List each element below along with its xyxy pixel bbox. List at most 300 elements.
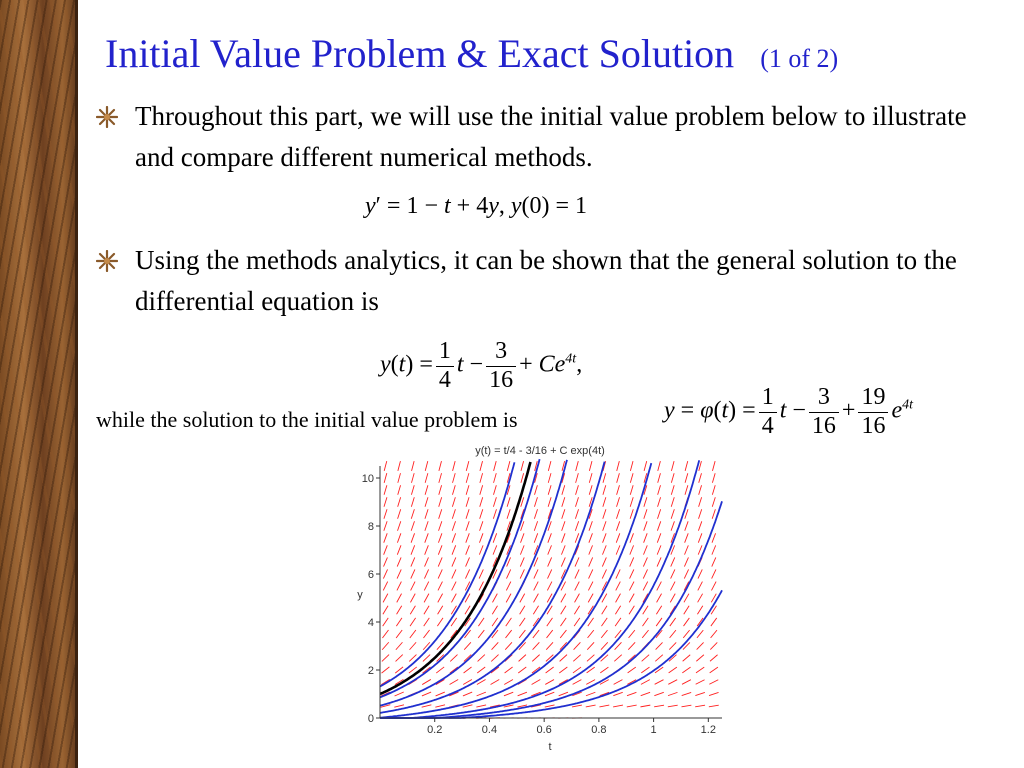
slope-mark (466, 533, 469, 542)
slope-mark (397, 594, 402, 603)
slope-mark (671, 461, 674, 471)
slope-mark (695, 705, 705, 707)
bullet-1 (96, 96, 996, 178)
slope-mark (709, 680, 718, 685)
slope-mark (394, 705, 404, 707)
gen-t2: t (456, 351, 464, 378)
slope-mark (628, 642, 635, 649)
slope-mark (562, 521, 565, 530)
slope-mark (438, 533, 441, 542)
slope-mark (629, 582, 634, 591)
slope-mark (696, 680, 705, 685)
slope-mark (699, 509, 702, 518)
slope-mark (712, 557, 716, 566)
slope-mark (451, 594, 456, 603)
par-plus: + (841, 397, 856, 424)
slope-mark (668, 692, 677, 695)
slope-mark (615, 618, 621, 626)
slope-mark (644, 521, 647, 530)
slope-mark (452, 557, 456, 566)
slope-mark (435, 705, 445, 707)
slope-mark (382, 667, 390, 673)
slope-mark (506, 618, 512, 626)
slope-mark (600, 667, 608, 673)
slope-mark (397, 545, 401, 554)
slope-mark (712, 569, 716, 578)
par-open: ( (713, 397, 722, 424)
slope-mark (466, 509, 469, 518)
slope-mark (629, 630, 635, 638)
slope-mark (684, 618, 690, 626)
slope-mark (439, 473, 442, 483)
slope-mark (480, 497, 483, 507)
slope-mark (397, 569, 401, 578)
slope-mark (422, 705, 432, 707)
y-tick-label: 4 (367, 617, 374, 629)
slope-mark (699, 497, 702, 507)
par-y: y (664, 397, 675, 424)
slope-mark (627, 705, 637, 707)
slope-mark (425, 545, 429, 554)
slope-mark (466, 461, 469, 471)
slope-mark (466, 497, 469, 507)
slope-mark (603, 509, 606, 518)
slope-mark (395, 692, 404, 696)
par-frac-3-num: 19 (858, 384, 888, 413)
slope-mark (518, 667, 526, 673)
slope-mark (452, 545, 456, 554)
slope-mark (588, 594, 593, 603)
slope-mark (712, 533, 716, 542)
title-part: (1 of 2) (760, 44, 839, 73)
par-t: t (721, 397, 729, 424)
slope-mark (562, 485, 565, 495)
slope-mark (576, 461, 579, 471)
slope-mark (685, 509, 688, 518)
slope-mark (398, 509, 401, 519)
slope-mark (644, 509, 647, 518)
slope-mark (452, 521, 455, 530)
particular-solution-equation (664, 384, 913, 440)
slope-mark (505, 667, 513, 673)
slope-mark (422, 679, 431, 684)
slope-mark (641, 680, 650, 685)
slope-mark (685, 521, 688, 530)
slide-title (105, 30, 838, 77)
ivp-y: y (365, 193, 376, 219)
slope-mark (573, 667, 581, 673)
slope-mark (617, 461, 620, 471)
slope-mark (572, 705, 582, 707)
general-solution-equation (380, 338, 582, 394)
x-tick-label: 0.6 (536, 724, 552, 736)
slope-mark (602, 557, 606, 566)
slope-mark (630, 557, 634, 566)
slope-mark (506, 630, 512, 638)
slope-mark (384, 509, 387, 519)
slope-mark (643, 569, 647, 578)
slope-mark (383, 618, 389, 626)
slope-mark (492, 606, 497, 615)
ivp-plus: + 4 (450, 193, 489, 219)
slope-mark (699, 485, 702, 495)
slope-mark (411, 545, 415, 554)
slope-mark (424, 606, 429, 615)
slope-mark (383, 594, 388, 603)
slope-mark (425, 485, 428, 495)
slope-mark (656, 642, 663, 649)
slope-mark (657, 521, 660, 530)
slope-mark (452, 497, 455, 507)
slope-mark (616, 533, 620, 542)
slope-mark (603, 485, 606, 495)
slope-mark (712, 485, 715, 495)
slope-mark (654, 692, 663, 695)
slope-mark (616, 509, 619, 518)
slope-mark (668, 705, 678, 707)
slope-mark (411, 497, 414, 507)
gen-minus: − (469, 351, 484, 378)
slope-mark (669, 667, 677, 673)
slope-mark (480, 473, 483, 483)
slope-mark (398, 497, 401, 507)
slope-mark (613, 705, 623, 707)
slope-mark (574, 618, 580, 626)
gen-plus: + (519, 351, 533, 378)
slope-mark (533, 630, 539, 638)
slope-mark (548, 485, 551, 495)
slope-mark (587, 655, 594, 662)
slope-mark (630, 545, 634, 554)
y-tick-label: 6 (367, 569, 374, 581)
slope-mark (671, 485, 674, 495)
slope-mark (545, 692, 554, 696)
slope-mark (685, 533, 689, 542)
slope-mark (588, 618, 594, 626)
slope-mark (627, 692, 636, 695)
slope-mark (670, 618, 676, 626)
slope-mark (466, 557, 470, 566)
slope-mark (559, 692, 568, 696)
slope-mark (709, 705, 719, 707)
slope-mark (685, 485, 688, 495)
slope-mark (644, 461, 647, 471)
y-tick-label: 0 (367, 713, 374, 725)
slope-mark (423, 655, 430, 662)
slope-mark (425, 509, 428, 519)
slope-mark (684, 557, 688, 566)
gen-frac-1-num: 1 (436, 338, 454, 367)
slope-mark (575, 533, 579, 542)
par-frac-3-den: 16 (861, 412, 886, 439)
slope-mark (671, 497, 674, 507)
slope-mark (603, 533, 607, 542)
slope-mark (532, 655, 539, 662)
slope-mark (410, 642, 417, 649)
ivp-y2: y (488, 193, 499, 219)
slope-mark (616, 569, 620, 578)
slope-mark (589, 521, 592, 530)
slope-mark (630, 497, 633, 507)
slope-mark (438, 557, 442, 566)
slope-mark (491, 655, 498, 662)
slope-mark (480, 485, 483, 495)
slope-mark (396, 630, 402, 638)
slope-mark (589, 569, 593, 578)
slope-mark (438, 582, 442, 591)
slope-mark (398, 473, 401, 483)
slope-mark (698, 521, 701, 530)
slope-mark (630, 569, 634, 578)
slope-mark (655, 655, 663, 662)
slope-mark (411, 473, 414, 483)
gen-t: t (398, 351, 406, 378)
slope-mark (507, 497, 510, 507)
slope-mark (575, 497, 578, 507)
slope-mark (423, 630, 429, 638)
slope-mark (396, 642, 403, 650)
slope-mark (411, 509, 414, 519)
slope-mark (547, 618, 553, 626)
slope-mark (411, 582, 415, 591)
slope-mark (466, 545, 470, 554)
slope-mark (561, 557, 565, 566)
slope-mark (657, 545, 661, 554)
slope-mark (684, 594, 689, 603)
slope-mark (657, 557, 661, 566)
slope-mark (560, 655, 567, 662)
x-tick-label: 0.2 (427, 724, 443, 736)
chart-title: y(t) = t/4 - 3/16 + C exp(4t) (475, 445, 605, 457)
slope-mark (643, 606, 648, 614)
slope-mark (682, 680, 691, 685)
slope-mark (424, 582, 428, 591)
slope-mark (589, 557, 593, 566)
slope-mark (534, 521, 537, 530)
star-burst-icon (96, 250, 118, 272)
slope-mark (684, 606, 689, 614)
slope-mark (560, 630, 566, 638)
slope-mark (396, 618, 402, 626)
slope-mark (589, 485, 592, 495)
slope-mark (643, 582, 648, 591)
slope-mark (658, 497, 661, 507)
slope-mark (616, 582, 621, 591)
slope-mark (670, 594, 675, 603)
slope-mark (630, 485, 633, 495)
slope-mark (655, 680, 664, 685)
slope-mark (425, 461, 428, 471)
par-frac-1-den: 4 (761, 412, 774, 439)
slope-mark (547, 582, 552, 591)
slope-mark (642, 630, 648, 638)
slope-mark (397, 606, 402, 615)
slope-mark (534, 533, 538, 542)
slope-mark (439, 461, 442, 471)
slope-mark (629, 594, 634, 603)
slope-mark (520, 606, 525, 615)
slope-mark (670, 582, 675, 591)
slope-mark (480, 461, 483, 471)
slope-mark (642, 655, 650, 662)
par-close: ) = (728, 397, 756, 424)
slope-mark (709, 692, 718, 695)
ivp-prime: ′ (375, 193, 381, 219)
slope-mark (384, 473, 387, 483)
slope-mark (671, 521, 674, 530)
slope-mark (695, 692, 704, 695)
slope-mark (601, 642, 608, 649)
slope-mark (617, 497, 620, 507)
slope-mark (466, 485, 469, 495)
slope-mark (698, 569, 702, 578)
slope-mark (464, 667, 472, 673)
slope-mark (411, 521, 414, 530)
slope-mark (644, 533, 648, 542)
slope-mark (657, 533, 661, 542)
slope-mark (520, 545, 524, 554)
slope-mark (493, 485, 496, 495)
slope-mark (657, 594, 662, 603)
slope-mark (668, 680, 677, 685)
slope-mark (614, 655, 621, 662)
ivp-t: t (443, 193, 451, 219)
slope-mark (573, 655, 580, 662)
slope-mark (589, 473, 592, 483)
slope-mark (519, 630, 525, 638)
slope-mark (657, 509, 660, 518)
slope-mark (698, 545, 702, 554)
slope-mark (425, 533, 428, 542)
gen-frac-1-den: 4 (438, 366, 451, 393)
slope-mark (521, 533, 525, 542)
slope-mark (685, 473, 688, 483)
slope-mark (575, 569, 579, 578)
slope-mark (561, 606, 566, 614)
slope-mark (587, 642, 594, 649)
slope-mark (384, 545, 388, 554)
slope-mark (506, 594, 511, 603)
slope-mark (384, 533, 387, 542)
y-axis-label: y (357, 589, 363, 601)
y-tick-label: 2 (367, 665, 374, 677)
slope-mark (439, 521, 442, 530)
slope-mark (452, 509, 455, 519)
y-tick-label: 10 (361, 473, 374, 485)
star-burst-icon (96, 106, 118, 128)
slope-mark (630, 461, 633, 471)
slope-mark (410, 606, 415, 615)
slope-mark (478, 655, 485, 662)
slope-mark (478, 630, 484, 638)
slope-mark (534, 569, 538, 578)
slope-mark (533, 606, 538, 615)
slope-mark (463, 705, 473, 707)
gen-close: ) = (405, 351, 433, 378)
slope-mark (534, 497, 537, 507)
slope-mark (437, 618, 443, 626)
slope-mark (383, 582, 387, 591)
slope-mark (425, 557, 429, 566)
slope-mark (465, 569, 469, 578)
slope-mark (658, 473, 661, 483)
slope-mark (535, 485, 538, 495)
slope-mark (479, 569, 483, 578)
slope-mark (453, 461, 456, 471)
slope-mark (504, 680, 513, 685)
slope-mark (534, 509, 537, 518)
slope-mark (436, 667, 444, 673)
slope-mark (520, 557, 524, 566)
slope-mark (712, 473, 715, 483)
slope-mark (682, 667, 690, 673)
slope-mark (384, 461, 387, 471)
slope-mark (519, 618, 525, 626)
slope-mark (697, 606, 702, 614)
slope-mark (425, 497, 428, 507)
slope-mark (436, 692, 445, 696)
slope-mark (398, 485, 401, 495)
slope-mark (439, 497, 442, 507)
slope-mark (480, 509, 483, 518)
gen-y: y (380, 351, 391, 378)
slope-mark (438, 545, 442, 554)
slope-mark (548, 533, 552, 542)
slope-mark (452, 582, 456, 591)
slope-mark (602, 545, 606, 554)
series-line (380, 459, 540, 697)
slope-mark (712, 497, 715, 507)
slope-mark (410, 618, 416, 626)
slope-mark (548, 461, 551, 471)
slope-mark (477, 692, 486, 696)
slope-mark (658, 485, 661, 495)
slope-mark (424, 594, 429, 603)
slope-mark (546, 667, 554, 673)
slope-mark (452, 569, 456, 578)
direction-field (380, 461, 718, 718)
slope-mark (710, 667, 718, 673)
slope-mark (711, 630, 717, 638)
slope-mark (615, 642, 622, 649)
par-frac-1 (759, 384, 777, 440)
slope-mark (478, 618, 484, 626)
par-frac-1-num: 1 (759, 384, 777, 413)
slope-mark (450, 679, 459, 684)
slope-mark (576, 485, 579, 495)
slope-mark (438, 606, 443, 615)
slope-mark (548, 545, 552, 554)
slope-mark (506, 569, 510, 578)
slope-mark (603, 521, 606, 530)
slope-mark (450, 655, 457, 662)
slope-mark (710, 655, 718, 662)
slope-mark (682, 692, 691, 695)
par-frac-3 (858, 384, 888, 440)
slope-mark (493, 509, 496, 518)
title-text: Initial Value Problem & Exact Solution (105, 31, 735, 76)
slope-mark (681, 705, 691, 707)
direction-field-chart (350, 438, 730, 756)
bullet-2 (96, 240, 996, 322)
gen-frac-2 (486, 338, 516, 394)
bullet-2-text: Using the methods analytics, it can be shown that the general solution to the differential equation is (135, 245, 957, 316)
slope-mark (452, 485, 455, 495)
slope-mark (699, 473, 702, 483)
slope-mark (548, 569, 552, 578)
slope-mark (411, 533, 414, 542)
slope-mark (586, 692, 595, 695)
